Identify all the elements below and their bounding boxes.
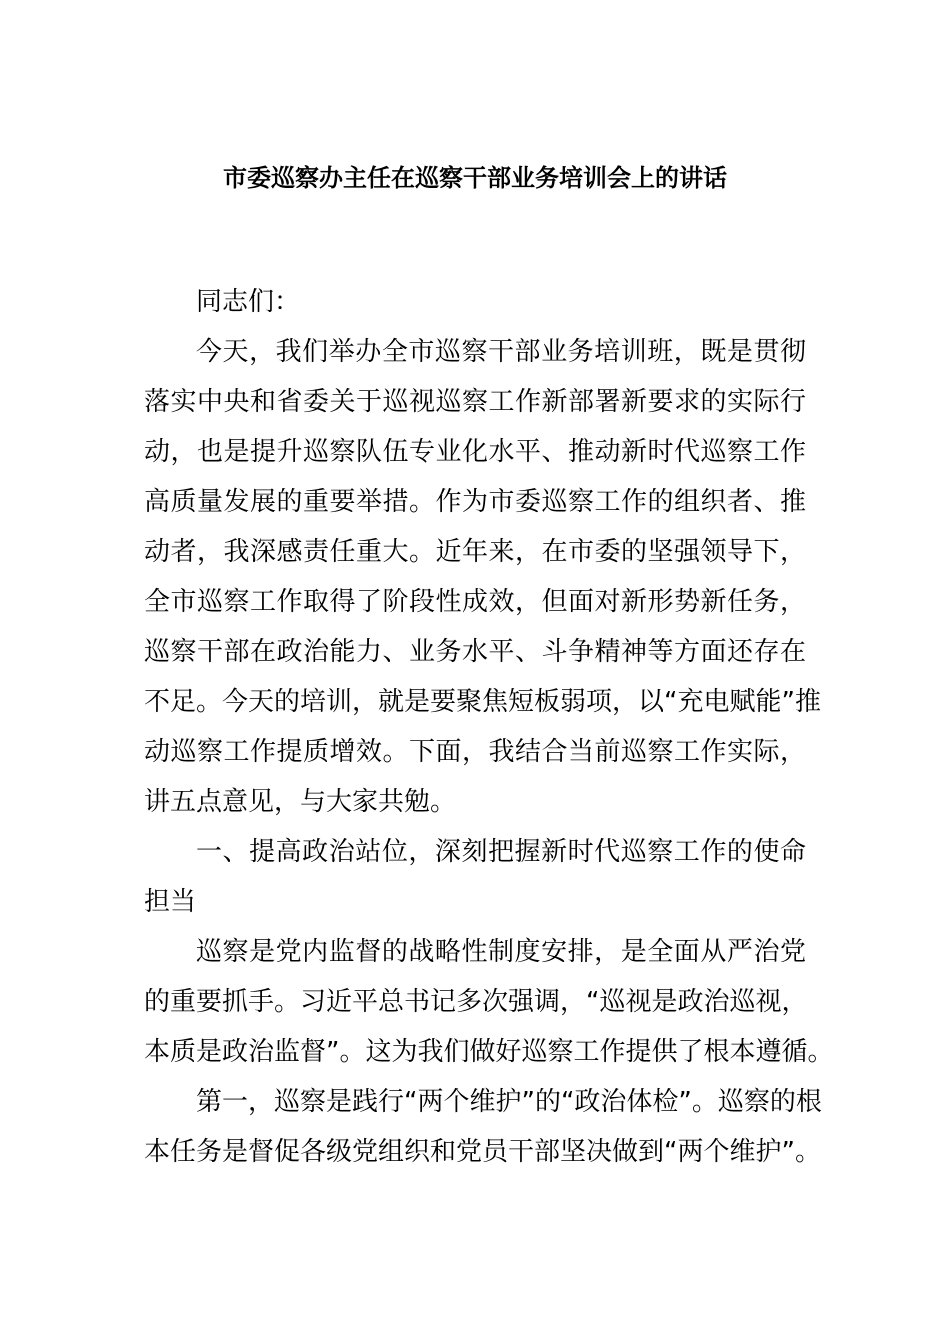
text-line: 巡察干部在政治能力、业务水平、斗争精神等方面还存在 (144, 637, 806, 667)
text-line: 动巡察工作提质增效。下面，我结合当前巡察工作实际， (144, 737, 806, 767)
text-line: 本质是政治监督”。这为我们做好巡察工作提供了根本遵循。 (144, 1037, 834, 1067)
text-line: 动，也是提升巡察队伍专业化水平、推动新时代巡察工作 (144, 437, 806, 467)
document-body (144, 277, 834, 1177)
text-line: 不足。今天的培训，就是要聚焦短板弱项，以“充电赋能”推 (144, 687, 821, 717)
text-line: 动者，我深感责任重大。近年来，在市委的坚强领导下， (144, 537, 806, 567)
text-line: 一、提高政治站位，深刻把握新时代巡察工作的使命 (196, 837, 806, 867)
text-line: 落实中央和省委关于巡视巡察工作新部署新要求的实际行 (144, 387, 806, 417)
text-line: 同志们： (196, 287, 301, 317)
text-line: 今天，我们举办全市巡察干部业务培训班，既是贯彻 (196, 337, 806, 367)
text-line: 的重要抓手。习近平总书记多次强调，“巡视是政治巡视， (144, 987, 808, 1017)
text-line: 第一，巡察是践行“两个维护”的“政治体检”。巡察的根 (196, 1087, 822, 1117)
text-line: 担当 (144, 887, 197, 917)
text-line: 全市巡察工作取得了阶段性成效，但面对新形势新任务， (144, 587, 806, 617)
text-line: 本任务是督促各级党组织和党员干部坚决做到“两个维护”。 (144, 1137, 821, 1167)
text-line: 讲五点意见，与大家共勉。 (144, 787, 457, 817)
text-line: 高质量发展的重要举措。作为市委巡察工作的组织者、推 (144, 487, 806, 517)
document-title: 市委巡察办主任在巡察干部业务培训会上的讲话 (223, 164, 727, 192)
text-line: 巡察是党内监督的战略性制度安排，是全面从严治党 (196, 937, 806, 967)
